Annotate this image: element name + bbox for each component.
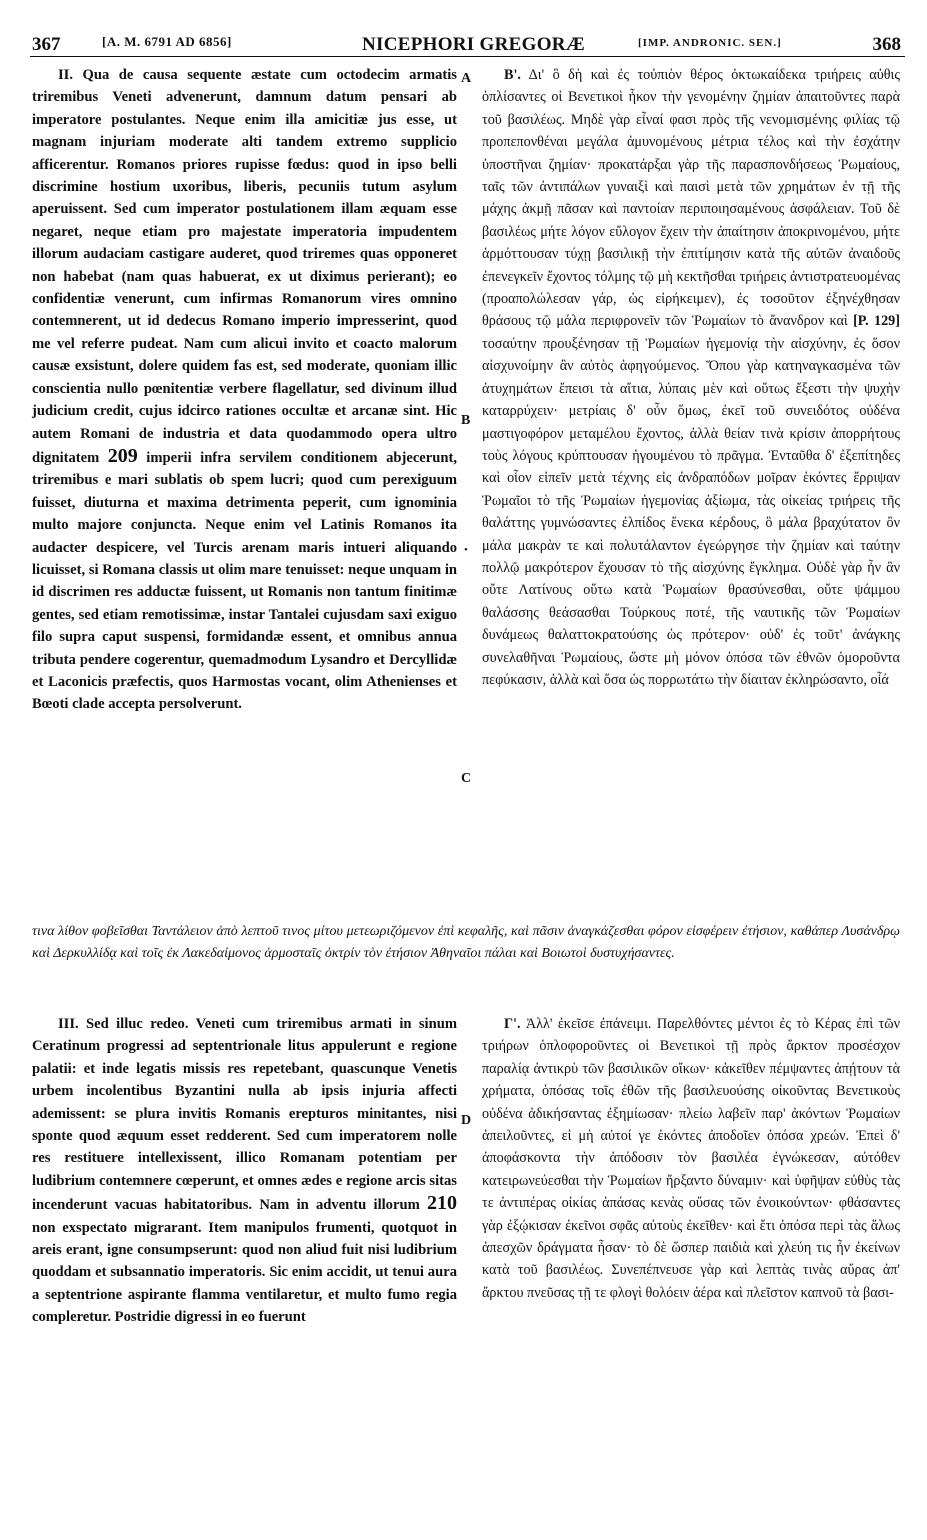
- greek-column-section-c: [482, 1013, 900, 1304]
- latin-text: Veneti cum triremibus armati in sinum Ceratinum progressi ad septentrionale litus appulerunt e regione palatii: et inde legatis missis res repetebant, quascunque Venetis urbem incolentibus Byzantini nulla ab ipsis injuria affecti ademissent: se plura invitis Romanis erepturos minitantes, nisi sponte quod æquum esset redderent. Sed cum imperatorem nolle res restituere intellexissent, illico Romanam potentiam per ludibrium contemnere cœperunt, et omnes ædes e regione arcis sitas incenderunt vacuas habitatoribus. Nam in adventu illorum: [32, 1016, 457, 1214]
- column-number: 210: [427, 1192, 458, 1215]
- latin-text: Neque enim illa amicitiæ jus esse, ut magnam injuriam moderate alti tandem extremo supplicio afficerentur. Romanos priores rupisse fœdus: quod in ipso belli discrimine hostium uxoribus, liberis, pecuniis tutum asylum aperuissent. Sed cum imperator postulationem illam æquam esse negaret, neque etiam pro majestate imperatoria impudentem illorum audaciam castigare auderet, quod triremes quas opponeret non habebat (nam quas habuerat, ex ut diximus perierant); eo confidentiæ venerunt, cum infirmas Romanorum vires omnino contemnerent, ut id dedecus Romano imperio impresserint, quod me vel referre pudeat. Nam cum alicui invito et coacto malorum causæ exsistunt, dolere quidem fas est, sed moderate, quoniam illic conscientia nullo pœnitentiæ verbere flagellatur, sed divinum illud judicium credit, cujus idcirco rationes occultæ et arcanæ sint. Hic autem Romani de industria et data quodammodo opera ultro dignitatem: [32, 111, 457, 466]
- greek-paragraph: [482, 64, 900, 691]
- page-reference: [P. 129]: [853, 313, 901, 330]
- greek-fullwidth-continuation: τινα λίθον φοβεῖσθαι Ταντάλειον ἀπὸ λεπτοῦ τινος μίτου μετεωριζόμενον ἐπὶ κεφαλῆς, καὶ πᾶσιν ἀναγκάζεσθαι φόρον εἰσφέρειν ἐτήσιον, καθάπερ Λυσάνδρῳ καὶ Δερκυλλίδᾳ καὶ τοῖς ἐκ Λακεδαίμονος ἁρμοσταῖς ὀκτρίν τὸν ἐτήσιον Ἀθηναῖοι πάλαι καὶ Βοιωτοὶ δυστυχήσαντες.: [32, 924, 900, 962]
- latin-column-section-2: [32, 64, 457, 716]
- latin-paragraph: [32, 64, 457, 716]
- latin-text-continued: non exspectato migrarant. Item manipulos frumenti, quotquot in areis erant, igne consumpserunt: quod non aliud fuit nisi ludibrium quoddam et subsannatio imperatoris. Sic enim accidit, ut tenui aura a septentrione aspirante flamma ventilaretur, et multo fumo regia compleretur. Postridie digressi in eo fuerunt: [32, 1219, 457, 1326]
- running-header: [30, 30, 905, 57]
- column-number: 209: [107, 444, 138, 467]
- page-number-left: 367: [32, 34, 61, 55]
- margin-mark-c: C: [461, 771, 472, 786]
- greek-section-heading: Β'.: [504, 67, 521, 83]
- latin-section-heading: II. Qua de causa sequente æstate cum octodecim armatis triremibus Veneti advenerunt, damnum datum pensari ab imperatore postulantes.: [32, 67, 457, 128]
- margin-mark-b: B: [461, 413, 471, 428]
- greek-section-heading: Γ'.: [504, 1016, 521, 1032]
- margin-mark-d: D: [461, 1113, 472, 1128]
- greek-paragraph: [482, 1013, 900, 1304]
- greek-column-section-b: [482, 64, 900, 691]
- page-number-right: 368: [872, 34, 901, 55]
- latin-section-heading: III. Sed illuc redeo.: [58, 1016, 189, 1032]
- header-title: NICEPHORI GREGORÆ: [362, 34, 586, 55]
- greek-text-continued: τοσαύτην προυξένησαν τῇ Ῥωμαίων ἡγεμονίᾳ τὴν αἰσχύνην, ἐς ὅσον αἰσχυνοίμην ἂν αὐτὸς ἀφηγούμενος. Ὅπου γὰρ κατηναγκασμένα τῶν ἀτυχημάτων ἔπεισι τὰ αἴτια, λύπαις μὲν καὶ οὕτως ἔξεστι τὴν ψυχὴν καταρρύχειν· μετρίαις δ' οὖν ὅμως, ἐκεῖ τοῦ συνειδότος οὐδένα μαστιγοφόρον μεταμέλου ἔχοντος, ἀλλὰ θείαν τινὰ κρίσιν ἀπορρήτους τοὺς λόγους κρύπτουσαν ἡγουμένου τὸ πρᾶγμα. Ἐνταῦθα δ' ἐξεπίτηδες καὶ οἷον εἰπεῖν μετὰ τέχνης εἰς ἀνδραπόδων μοῖραν ἑκόντες ἔρριψαν Ῥωμαῖοι τὸ τῆς Ῥωμαίων ἡγεμονίας ἀξίωμα, τὰς οἰκείας τριήρεις τῆς θαλάττης γυμνώσαντες ἐλπίδος ἕνεκα κέρδους, ὃ μάλα βραχύτατον ὂν μάλα μακρὰν τε καὶ πολυτάλαντον ἐγεώργησε τὴν ζημίαν καὶ ταύτην πολλῷ μακρότερον ἔχουσαν τὸ τῆς αἰσχύνης ἔγκλημα. Οὐδὲ γὰρ ἦν ἂν οὔτε Λατίνους οὕτω κατὰ Ῥωμαίων θρασύνεσθαι, οὔτε ψάμμου θαλάσσης θεάσασθαι Τούρκους ποτέ, τῆς ναυτικῆς τῶν Ῥωμαίων δυνάμεως θαλαττοκρατούσης ὡς πρότερον· οὐδ' ἐς τοῦτ' ἀνάγκης συνελαθῆναι Ῥωμαίους, ὥστε μὴ μόνον ὁπόσα τῶν ἐθνῶν ὁμοροῦντα πεφύκασιν, ἀλλὰ καὶ ὅσα ὡς πορρωτάτω τὴν δίαιταν ἐκληρώσαντο, οἷά: [482, 335, 900, 688]
- greek-text: Ἀλλ' ἐκεῖσε ἐπάνειμι. Παρελθόντες μέντοι ἐς τὸ Κέρας ἐπὶ τῶν τριήρων ὁπλοφοροῦντες οἱ Βενετικοὶ τῇ πρὸς ἄρκτον προσέσχον παραλίᾳ ἀντικρὺ τῶν βασιλικῶν οἴκων· κἀκεῖθεν πέμψαντες ἀπῄτουν τὰ χρήματα, ὁπόσας τοῖς ἐθῶν τῆς βασιλευούσης οἰκοῦντας Βενετικοὺς οὐδένα ἀδικήσαντας ἐξημίωσαν· πλείω λαβεῖν παρ' ἀκόντων Ῥωμαίων ἀπειλοῦντες, εἰ μὴ αὐτοί γε ἑκόντες ἀποδοῖεν ὁπόσα χρεών. Ἐπεὶ δ' ἀποφάσκοντα τὴν ἀπόδοσιν τὸν βασιλέα ἐγνώκεσαν, αὐτόθεν κατειρωνεύεσθαι τὴν Ῥωμαίων ἤρξαντο δύναμιν· καὶ ὑφῆψαν εὐθὺς τὰς τε ἀντιπέρας οἰκίας ἁπάσας κενὰς οὔσας τῶν ἐνοικούντων· φθάσαντες γὰρ ἐξῴκισαν ἐκεῖνοι σφᾶς αὐτοὺς ἐκεῖθεν· καὶ ἔτι ὁπόσα περὶ τὰς ἅλως ἀπεσχῶν δράγματα ἦσαν· τὸ δὲ ὥσπερ παιδιὰ καὶ χλεύη τις ἦν ἐκείνων κατὰ τοῦ βασιλέως. Συνεπέπνευσε γὰρ καὶ λεπτὰς τινὰς αὔρας ἀπ' ἄρκτου πνεῦσας τῇ τε φλογὶ θολόειν ἀέρα καὶ πλεῖστον καπνοῦ τὰ βασι-: [482, 1016, 900, 1301]
- latin-paragraph: [32, 1013, 457, 1329]
- header-years: [A. M. 6791 AD 6856]: [102, 34, 232, 49]
- header-section: [IMP. ANDRONIC. SEN.]: [638, 37, 782, 49]
- latin-text-continued: imperii infra servilem conditionem abjecerunt, triremibus e mari sublatis ob spem lucri; quod cum perexiguum fuisset, diuturna et maxima detrimenta peperit, cum ignominia multo majore conjuncta. Neque enim vel Latinis Romanos ita audacter despicere, vel Turcis arenam maris intueri aliquando licuisset, si Romana classis ut olim mare tenuisset: neque unquam in id discrimen res adductæ fuissent, ut Romanis non tantum finitimæ gentes, sed etiam remotissimæ, instar Tantalei cujusdam saxi exiguo filo supra caput suspensi, formidandæ essent, et omnibus annua tributa pendere cogerentur, quemadmodum Lysandro et Dercyllidæ et Laconicis præfectis, quos Harmostas vocant, olim Athenienses et Bœoti clade accepta persolverunt.: [32, 449, 457, 713]
- latin-column-section-3: [32, 1013, 457, 1329]
- greek-text: Δι' ὃ δὴ καὶ ἐς τοὐπιὸν θέρος ὀκτωκαίδεκα τριήρεις αὐθις ὁπλίσαντες οἱ Βενετικοὶ ἧκον τὴν γενομένην ζημίαν ἀπαιτοῦντες παρὰ τοῦ βασιλέως. Μηδὲ γὰρ εἶναί φασι πρὸς τῆς νενομισμένης φιλίας τῷ προπεπονθέναι μεγάλα ἀμυνομένους μέτρια τέλος καὶ τὴν ἐσχάτην ὑποστῆναι ζημίαν· προκατάρξαι γὰρ τῆς παρασπονδήσεως Ῥωμαίους, ταῖς τῶν ἀντιπάλων γυναιξὶ καὶ παισὶ μετὰ τῶν χρημάτων ἐν τῇ τῆς μάχης ἀκμῇ πᾶσαν καὶ παντοίαν περιποιησαμένους ἀσφάλειαν. Τοῦ δὲ βασιλέως μήτε λόγον εὔλογον ἔχειν τὴν ἀπαίτησιν ἀποκρινομένου, μήτε ἁρμόττουσαν τύχῃ βασιλικῇ τὴν ἐπιτίμησιν κατὰ τῆς αὐτῶν ἀναιδοῦς ἐπενεγκεῖν ἔχοντος τόλμης τῷ μὴ κεκτῆσθαι τριήρεις ἀντιστρατευομένας (προαπολώλεσαν γάρ, ὡς εἰρήκειμεν), ἐς τοσοῦτον ἐξηνέχθησαν θράσους τῷ μάλα περιφρονεῖν τῶν Ῥωμαίων τὸ ἄνανδρον καὶ: [482, 67, 900, 330]
- margin-flag: •: [464, 544, 468, 556]
- margin-mark-a: A: [461, 71, 472, 86]
